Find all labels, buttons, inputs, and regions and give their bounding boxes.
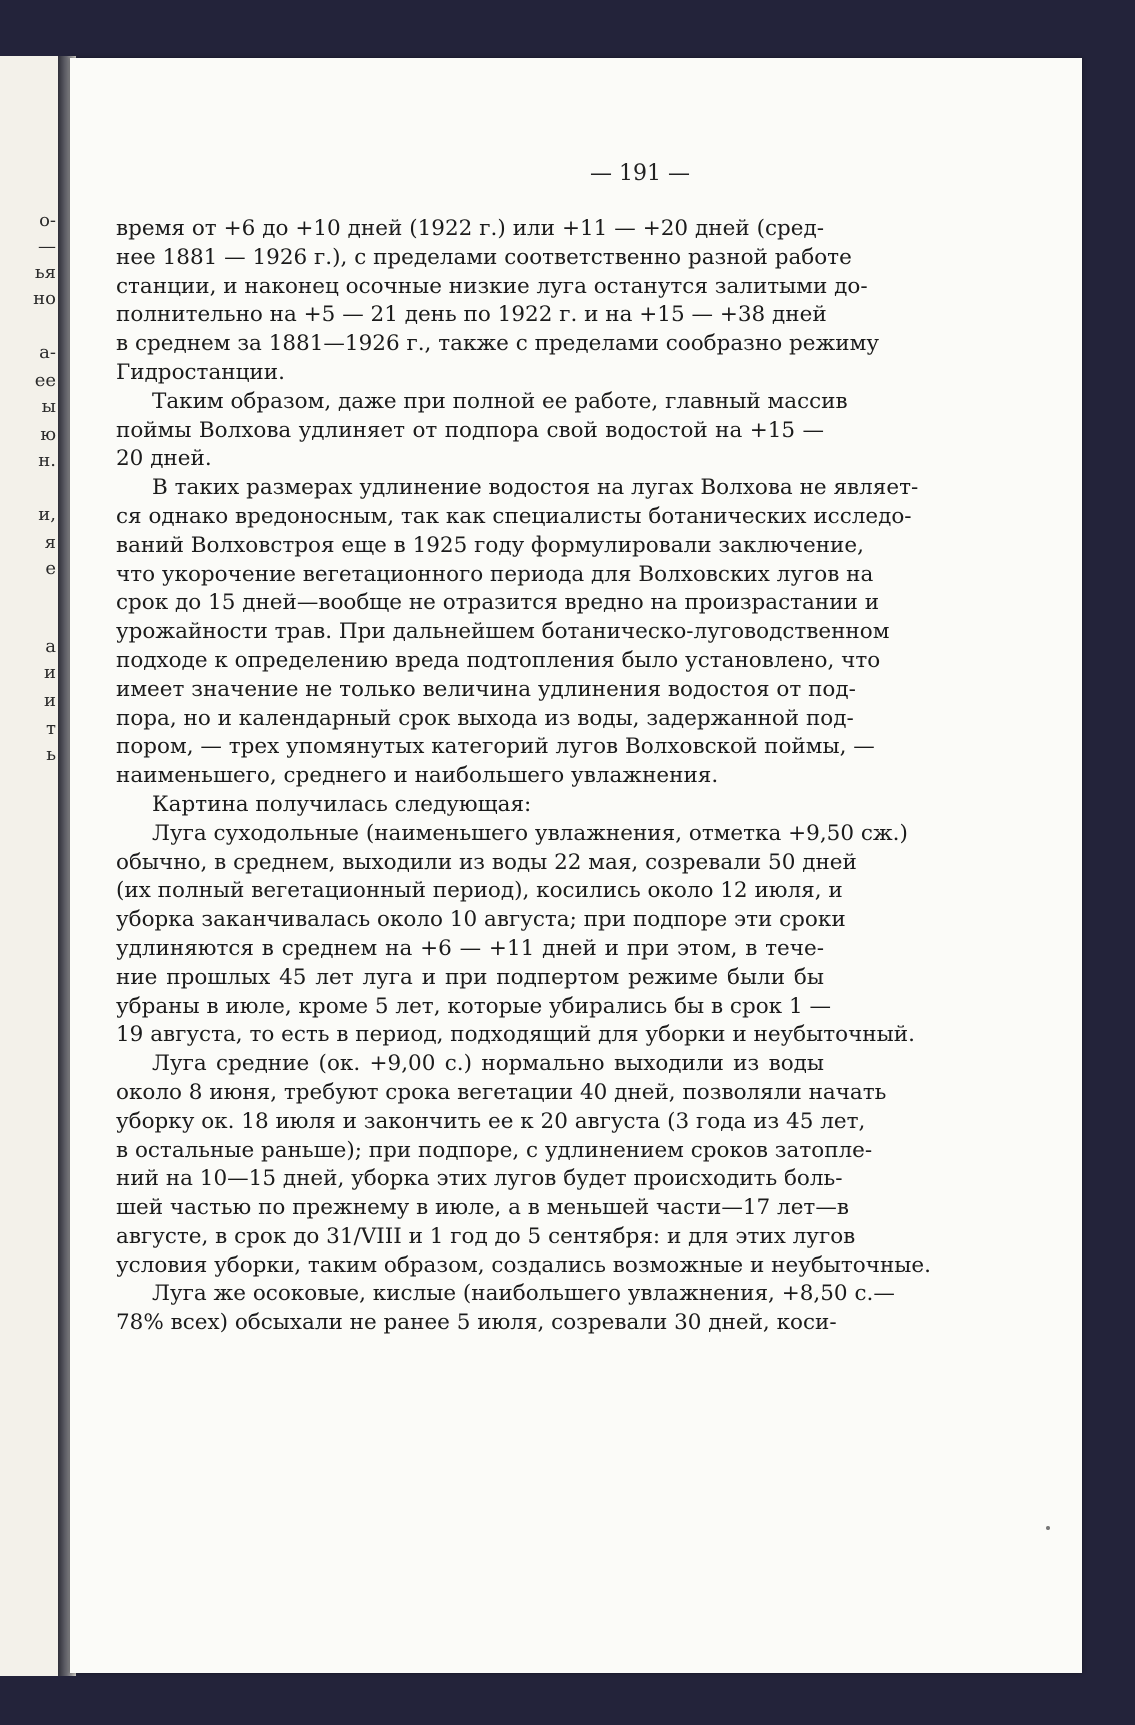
text-line: пора, но и календарный срок выхода из воды, задержанной под- — [116, 705, 854, 731]
paragraph — [116, 820, 915, 1050]
facing-page-fragment: ю — [40, 424, 56, 445]
text-line: нее 1881 — 1926 г.), с пределами соответственно разной работе — [116, 244, 852, 270]
facing-page-fragment: и, — [38, 504, 56, 525]
text-line: Луга же осоковые, кислые (наибольшего увлажнения, +8,50 с.— — [152, 1281, 895, 1307]
text-line: ний на 10—15 дней, уборка этих лугов будет происходить боль- — [116, 1166, 843, 1192]
text-line: наименьшего, среднего и наибольшего увлажнения. — [116, 763, 719, 789]
text-line: Луга средние (ок. +9,00 с.) нормально выходили из воды — [152, 1051, 824, 1077]
text-line: поймы Волхова удлиняет от подпора свой водостой на +15 — — [116, 417, 824, 443]
text-line: условия уборки, таким образом, создались возможные и неубыточные. — [116, 1252, 931, 1278]
page-number: — 191 — — [590, 161, 690, 186]
facing-page-fragment: о- — [39, 210, 56, 231]
paragraph — [116, 388, 848, 474]
paragraph — [116, 791, 824, 820]
facing-page-fragment: ы — [41, 396, 56, 417]
text-line: срок до 15 дней—вообще не отразится вредно на произрастании и — [116, 590, 880, 616]
facing-page-fragment: но — [33, 288, 56, 309]
text-line: ваний Волховстроя еще в 1925 году формулировали заключение, — [116, 532, 864, 558]
text-line: Картина получилась следующая: — [152, 791, 532, 817]
text-line: шей частью по прежнему в июле, а в меньшей части—17 лет—в — [116, 1195, 849, 1221]
text-line: около 8 июня, требуют срока вегетации 40 дней, позволяли начать — [116, 1079, 887, 1105]
text-line: Луга суходольные (наименьшего увлажнения, отметка +9,50 сж.) — [152, 820, 908, 846]
text-line: что укорочение вегетационного периода для Волховских лугов на — [116, 561, 874, 587]
facing-page-fragment: и — [44, 690, 56, 711]
facing-page-fragment: а- — [39, 342, 56, 363]
text-line: ние прошлых 45 лет луга и при подпертом режиме были бы — [116, 964, 824, 990]
facing-page-fragment: т — [46, 718, 56, 739]
text-line: (их полный вегетационный период), косились около 12 июля, и — [116, 878, 843, 904]
text-line: ся однако вредоносным, так как специалисты ботанических исследо- — [116, 503, 912, 529]
paragraph — [116, 215, 879, 388]
text-line: 78% всех) обсыхали не ранее 5 июля, созревали 30 дней, коси- — [116, 1310, 837, 1336]
text-line: станции, и наконец осочные низкие луга останутся залитыми до- — [116, 273, 868, 299]
facing-page-edge — [0, 56, 58, 1676]
text-line: в среднем за 1881—1926 г., также с пределами сообразно режиму — [116, 331, 879, 357]
text-line: имеет значение не только величина удлинения водостоя от под- — [116, 676, 856, 702]
text-line: 19 августа, то есть в период, подходящий для уборки и неубыточный. — [116, 1022, 915, 1048]
facing-page-fragment: ья — [34, 262, 56, 283]
text-line: В таких размерах удлинение водостоя на лугах Волхова не являет- — [152, 475, 919, 501]
body-text — [116, 215, 931, 1338]
text-line: удлиняются в среднем на +6 — +11 дней и при этом, в тече- — [116, 935, 824, 961]
text-line: Гидростанции. — [116, 359, 285, 385]
text-line: время от +6 до +10 дней (1922 г.) или +11 — +20 дней (сред- — [116, 216, 824, 241]
paper-speck — [1046, 1526, 1050, 1530]
facing-page-fragment: е — [45, 558, 56, 579]
text-line: урожайности трав. При дальнейшем ботаническо-луговодственном — [116, 619, 890, 645]
facing-page-fragment: ь — [46, 744, 56, 765]
text-line: 20 дней. — [116, 446, 212, 472]
facing-page-fragment: — — [38, 236, 56, 257]
book-page — [70, 58, 1082, 1673]
text-line: августе, в срок до 31/VIII и 1 год до 5 сентября: и для этих лугов — [116, 1223, 856, 1249]
facing-page-fragment: а — [45, 636, 56, 657]
text-line: подходе к определению вреда подтопления было установлено, что — [116, 647, 881, 673]
paragraph — [116, 1280, 895, 1338]
facing-page-fragment: и — [44, 662, 56, 683]
text-line: пором, — трех упомянутых категорий лугов Волховской поймы, — — [116, 734, 875, 760]
text-line: в остальные раньше); при подпоре, с удлинением сроков затопле- — [116, 1137, 873, 1163]
text-line: уборка заканчивалась около 10 августа; при подпоре эти сроки — [116, 907, 846, 933]
facing-page-fragment: я — [44, 532, 56, 553]
text-line: полнительно на +5 — 21 день по 1922 г. и на +15 — +38 дней — [116, 302, 827, 328]
paragraph — [116, 474, 919, 791]
facing-page-fragment: н. — [38, 450, 56, 471]
paragraph — [116, 1050, 931, 1280]
facing-page-fragment: ее — [34, 370, 56, 391]
text-line: убраны в июле, кроме 5 лет, которые убирались бы в срок 1 — — [116, 993, 831, 1019]
text-line: обычно, в среднем, выходили из воды 22 мая, созревали 50 дней — [116, 849, 857, 875]
text-line: Таким образом, даже при полной ее работе, главный массив — [152, 388, 848, 414]
text-line: уборку ок. 18 июля и закончить ее к 20 августа (3 года из 45 лет, — [116, 1108, 866, 1134]
